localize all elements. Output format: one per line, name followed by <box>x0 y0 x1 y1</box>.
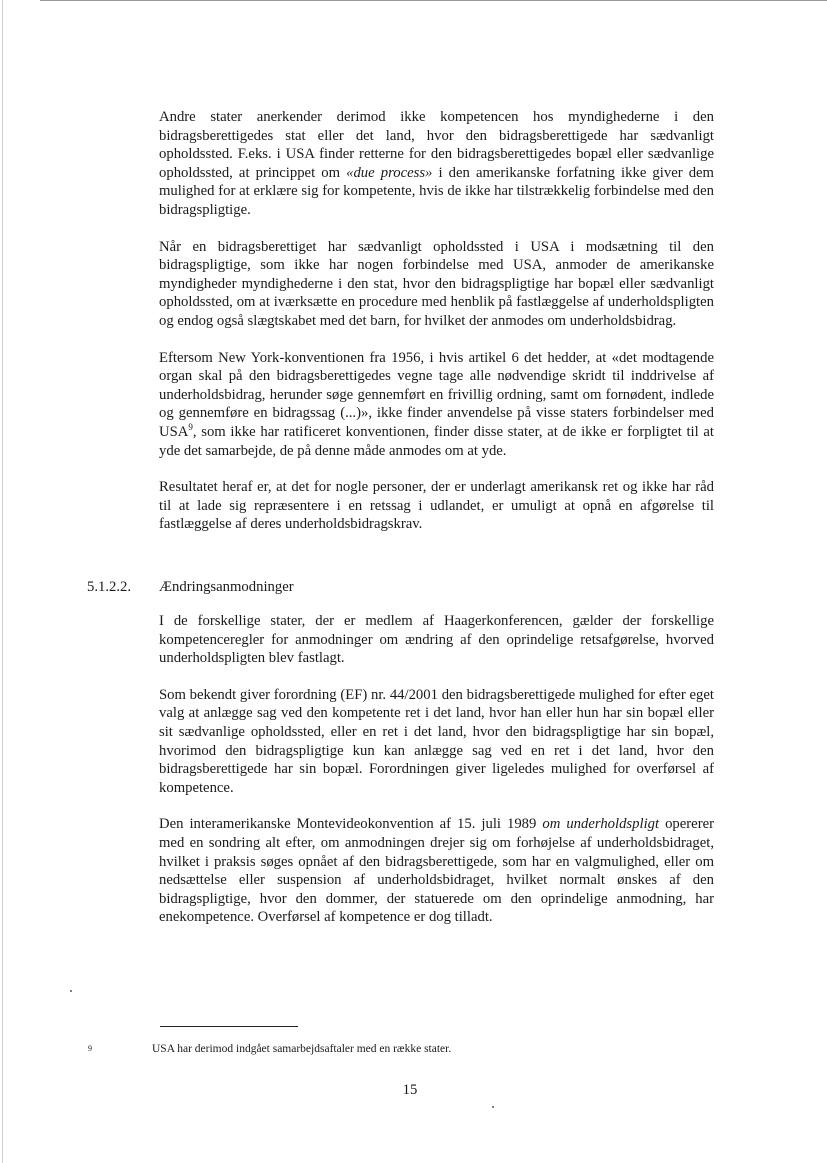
p1-text-a: Andre stater anerkender derimod ikke kompetencen hos myndighederne i den bidragsberettigedes stat eller det land, hvor den bidragsberettigede har sædvanligt opholdssted. F.eks. i USA finder retterne for den bidragsberettigedes bopæl eller sædvanlige opholdssted, at princippet om <box>159 109 714 181</box>
paragraph-usa-request: Når en bidragsberettiget har sædvanligt opholdssted i USA i modsætning til den bidragspligtige, som ikke har nogen forbindelse med USA, anmoder de amerikanske myndigheder myndighederne i den stat, hvor den bidragspligtige har bopæl eller sædvanligt opholdssted, om at iværksætte en procedure med henblik på fastlæggelse af underholdspligten og endog også slægtskabet med det barn, for hvilket der anmodes om underholdsbidrag. <box>159 238 714 329</box>
p7-text-a: Den interamerikanske Montevideokonvention af 15. juli 1989 <box>159 816 543 833</box>
p3-text-a: Eftersom New York-konventionen fra 1956, i hvis artikel 6 det hedder, at «det modtagende organ skal på den bidragsberettigedes vegne tage alle nødvendige skridt til inddrivelse af underholdsbidrag, herunder søge gennemført en frivillig ordning, samt om fornødent, indlede og gennemføre en bidragssag (...)», ikke finder anvendelse på visse staters forbindelser med USA <box>159 349 714 440</box>
footnote-mark: 9 <box>88 1044 92 1053</box>
p7-text-b: opererer med en sondring alt efter, om anmodningen drejer sig om forhøjelse af underholdsbidraget, hvilket i praksis søges opnået af den bidragsberettigede, som har en valgmulighed, eller om nedsættelse eller suspension af underholdsbidraget, hvilket normalt ønskes af den bidragspligtige, hvor den dommer, der statuerede om den oprindelige anmodning, har enekompetence. Overførsel af kompetence er dog tilladt. <box>159 816 714 926</box>
scan-edge-line <box>40 0 827 1</box>
scan-speck <box>70 990 72 992</box>
section-text-block <box>159 612 714 927</box>
paragraph-haag-rules: I de forskellige stater, der er medlem af Haagerkonferencen, gælder der forskellige kompetenceregler for anmodninger om ændring af den oprindelige retsafgørelse, hvorved underholdspligten blev fastlagt. <box>159 613 714 667</box>
footnote-separator <box>160 1026 298 1027</box>
p1-text-b: i den amerikanske forfatning ikke giver dem mulighed for at erklære sig for kompetente, hvis de ikke har tilstrækkelig forbindelse med den bidragspligtige. <box>159 164 714 218</box>
section-number: 5.1.2.2. <box>87 579 132 595</box>
footnote-reference: 9 <box>188 422 193 433</box>
footnote <box>88 1042 708 1056</box>
scan-margin-line <box>2 0 3 1163</box>
section-heading <box>87 578 487 597</box>
page-number: 15 <box>402 1082 418 1098</box>
p7-italic: om underholdspligt <box>542 816 660 833</box>
paragraph-result: Resultatet heraf er, at det for nogle personer, der er underlagt amerikansk ret og ikke har råd til at lade sig repræsentere i en retssag i udlandet, er umuligt at opnå en afgørelse til fastlæggelse af deres underholdsbidragskrav. <box>159 479 714 533</box>
paragraph-regulation-44-2001: Som bekendt giver forordning (EF) nr. 44/2001 den bidragsberettigede mulighed for efter eget valg at anlægge sag ved den kompetente ret i det land, hvor han eller hun har sin bopæl eller sit sædvanlige opholdssted, eller en ret i det land, hvor den bidragspligtige har sin bopæl, hvorimod den bidragspligtige kun kan anlægge sag ved en ret i det land, hvor den bidragsberettigede har sin bopæl. Forordningen giver ligeledes mulighed for overførsel af kompetence. <box>159 686 714 796</box>
scan-speck <box>492 1106 494 1108</box>
main-text-block <box>159 108 714 534</box>
paragraph-new-york-convention <box>159 349 714 461</box>
footnote-text: USA har derimod indgået samarbejdsaftaler med en række stater. <box>152 1043 452 1055</box>
p1-italic-due-process: «due process» <box>346 164 433 181</box>
section-title: Ændringsanmodninger <box>159 579 294 595</box>
paragraph-montevideo-convention <box>159 815 714 927</box>
p3-text-b: , som ikke har ratificeret konventionen, finder disse stater, at de ikke er forpligtet til at yde det samarbejde, de på denne måde anmodes om at yde. <box>159 423 714 459</box>
paragraph-competence <box>159 108 714 220</box>
